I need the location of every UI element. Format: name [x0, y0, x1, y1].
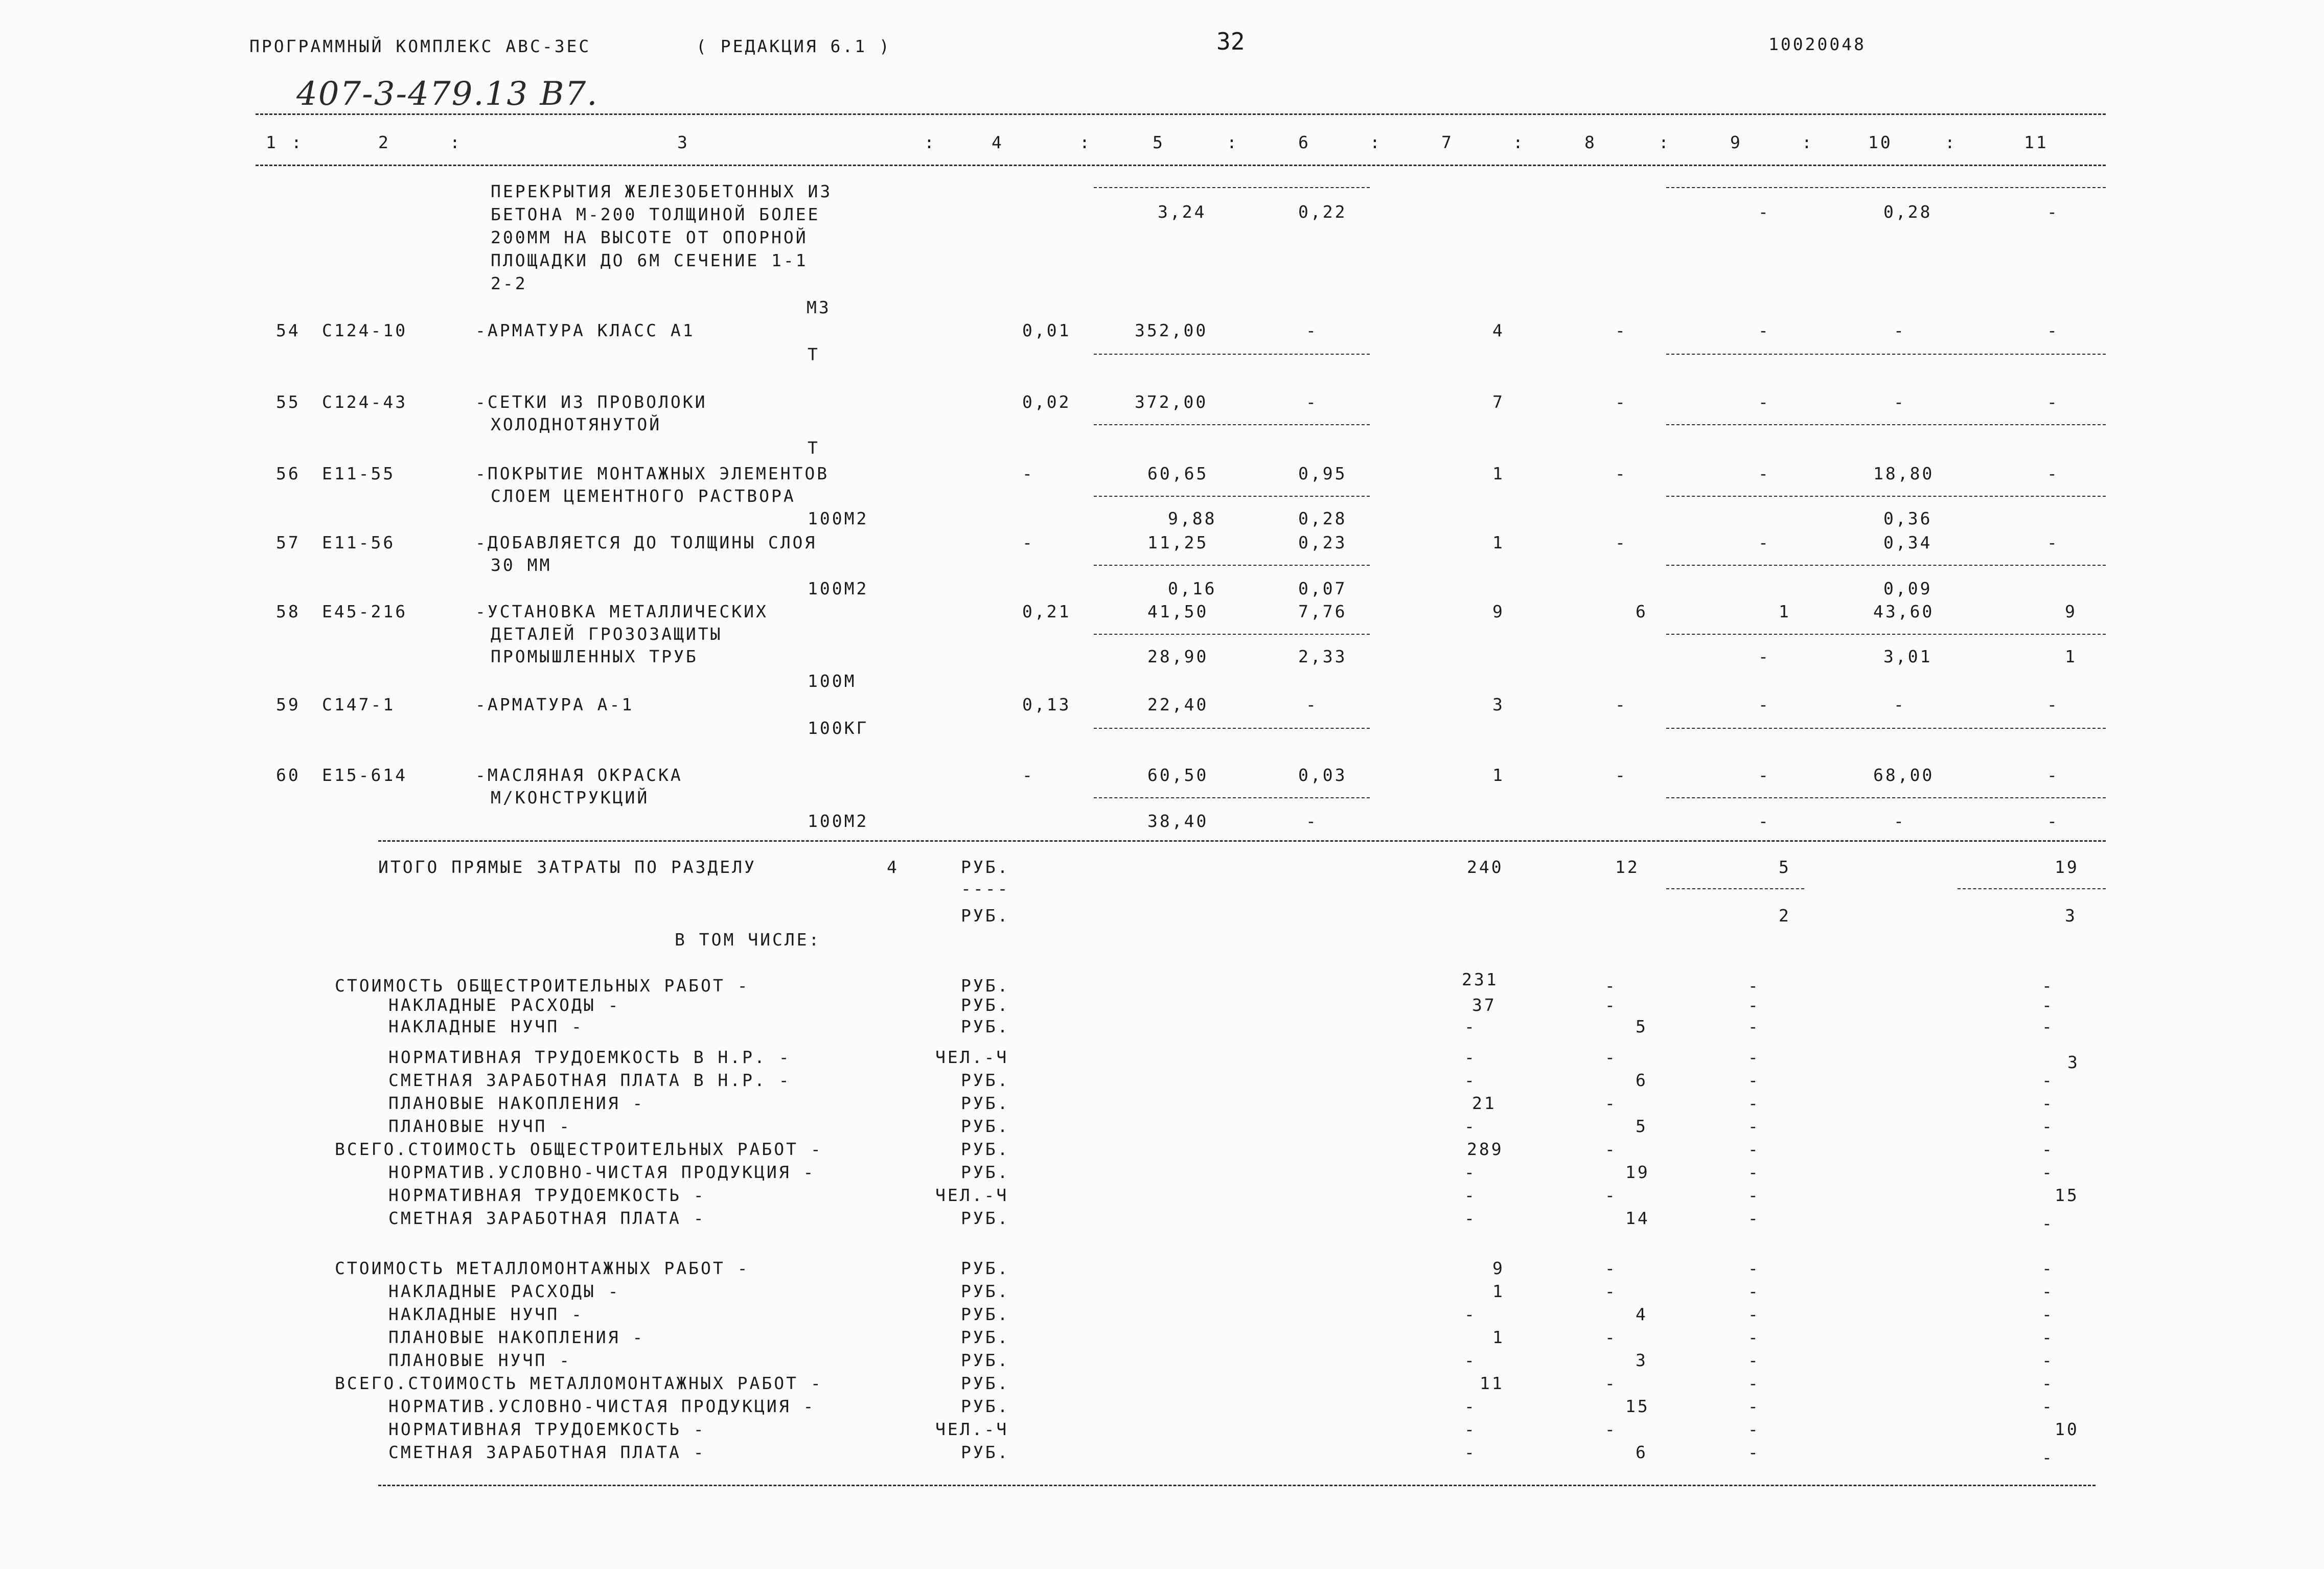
gen-label: СТОИМОСТЬ ОБЩЕСТРОИТЕЛЬНЫХ РАБОТ -	[335, 976, 750, 996]
metal-c7: -	[1464, 1304, 1477, 1324]
item-s10: 0,36	[1883, 509, 1932, 528]
metal-c8: -	[1605, 1258, 1617, 1278]
item-desc: -ДОБАВЛЯЕТСЯ ДО ТОЛЩИНЫ СЛОЯ	[475, 533, 817, 552]
sub-rule	[1666, 565, 2106, 566]
gen-c11: -	[2042, 1017, 2054, 1036]
item-c8: 6	[1636, 602, 1648, 621]
item-code: Е11-56	[322, 533, 396, 552]
item-s5: 0,16	[1168, 579, 1217, 598]
gen-label: СМЕТНАЯ ЗАРАБОТНАЯ ПЛАТА -	[388, 1208, 706, 1228]
item-c8: -	[1615, 392, 1627, 412]
item-c11: -	[2047, 464, 2059, 483]
metal-c9: -	[1748, 1350, 1760, 1370]
gen-label: НАКЛАДНЫЕ НУЧП -	[388, 1017, 584, 1036]
gen-c11: -	[2042, 1139, 2054, 1159]
gen-c9: -	[1748, 995, 1760, 1015]
metal-unit: РУБ.	[961, 1281, 1010, 1301]
item-c8: -	[1615, 320, 1627, 340]
rule-bottom	[378, 1485, 2096, 1486]
total-unit: РУБ.	[961, 857, 1010, 877]
gen-unit: РУБ.	[961, 1093, 1010, 1113]
item-desc: 30 ММ	[491, 555, 552, 575]
sub-rule	[1094, 354, 1370, 355]
gen-unit: РУБ.	[961, 976, 1010, 996]
item-s6: 0,28	[1298, 509, 1347, 528]
gen-c9: -	[1748, 1017, 1760, 1036]
intro-c9: -	[1758, 202, 1770, 222]
gen-c11: -	[2042, 1116, 2054, 1136]
item-c11: -	[2047, 533, 2059, 552]
gen-unit: РУБ.	[961, 1162, 1010, 1182]
item-c6: 0,95	[1298, 464, 1347, 483]
gen-c8: -	[1605, 1185, 1617, 1205]
gen-label: ВСЕГО.СТОИМОСТЬ ОБЩЕСТРОИТЕЛЬНЫХ РАБОТ -	[335, 1139, 823, 1159]
item-unit: Т	[808, 438, 820, 458]
gen-unit: РУБ.	[961, 995, 1010, 1015]
gen-unit: РУБ.	[961, 1017, 1010, 1036]
item-c5: 60,50	[1147, 765, 1209, 785]
intro-desc: ПЛОЩАДКИ ДО 6М СЕЧЕНИЕ 1-1	[491, 250, 808, 270]
metal-c7: -	[1464, 1396, 1477, 1416]
metal-c11: -	[2042, 1258, 2054, 1278]
gen-c7: -	[1464, 1070, 1477, 1090]
gen-c11: -	[2042, 1162, 2054, 1182]
gen-c7: -	[1464, 1162, 1477, 1182]
item-c7: 9	[1492, 602, 1505, 621]
item-c7: 1	[1492, 533, 1505, 552]
col-header-3: 3	[677, 132, 689, 152]
item-c6: 7,76	[1298, 602, 1347, 621]
metal-unit: РУБ.	[961, 1442, 1010, 1462]
gen-unit: ЧЕЛ.-Ч	[935, 1185, 1009, 1205]
gen-c7: -	[1464, 1017, 1477, 1036]
item-c5: 372,00	[1135, 392, 1208, 412]
gen-c7: -	[1464, 1116, 1477, 1136]
metal-c7: 1	[1492, 1281, 1505, 1301]
gen-unit: РУБ.	[961, 1208, 1010, 1228]
item-c9: -	[1758, 533, 1770, 552]
item-c7: 3	[1492, 695, 1505, 714]
item-c5: 352,00	[1135, 320, 1208, 340]
col-separators: :	[1945, 132, 1957, 152]
metal-label: НОРМАТИВНАЯ ТРУДОЕМКОСТЬ -	[388, 1419, 706, 1439]
gen-label: ПЛАНОВЫЕ НАКОПЛЕНИЯ -	[388, 1093, 645, 1113]
gen-unit: РУБ.	[961, 1070, 1010, 1090]
metal-unit: РУБ.	[961, 1327, 1010, 1347]
metal-c8: -	[1605, 1327, 1617, 1347]
page-number: 32	[1216, 28, 1245, 55]
metal-c8: -	[1605, 1281, 1617, 1301]
col-separators: :	[291, 132, 302, 152]
metal-c11: -	[2042, 1350, 2054, 1370]
metal-unit: РУБ.	[961, 1396, 1010, 1416]
sub-rule	[1666, 634, 2106, 635]
rule-top	[256, 113, 2106, 115]
item-c10: 68,00	[1873, 765, 1935, 785]
intro-c6: 0,22	[1298, 202, 1347, 222]
item-c10: 18,80	[1873, 464, 1935, 483]
item-code: Е11-55	[322, 464, 396, 483]
metal-c7: -	[1464, 1419, 1477, 1439]
item-c8: -	[1615, 464, 1627, 483]
item-unit: 100М	[808, 671, 857, 691]
item-c9: -	[1758, 320, 1770, 340]
metal-label: ПЛАНОВЫЕ НУЧП -	[388, 1350, 572, 1370]
sub-rule	[1666, 797, 2106, 798]
rule-section-end	[378, 840, 2106, 842]
metal-label: СМЕТНАЯ ЗАРАБОТНАЯ ПЛАТА -	[388, 1442, 706, 1462]
metal-c9: -	[1748, 1419, 1760, 1439]
item-c8: -	[1615, 695, 1627, 714]
item-c9: -	[1758, 765, 1770, 785]
item-c6: -	[1306, 320, 1318, 340]
item-number: 56	[276, 464, 301, 483]
gen-c8: 5	[1636, 1017, 1648, 1036]
item-c8: -	[1615, 533, 1627, 552]
gen-c11: 15	[2055, 1185, 2079, 1205]
gen-c11: -	[2042, 976, 2054, 996]
gen-c8: -	[1605, 1093, 1617, 1113]
metal-c8: 4	[1636, 1304, 1648, 1324]
edition: ( РЕДАКЦИЯ 6.1 )	[696, 36, 891, 56]
gen-c7: 21	[1472, 1093, 1497, 1113]
item-code: Е45-216	[322, 602, 408, 621]
item-c6: 0,03	[1298, 765, 1347, 785]
metal-c11: -	[2042, 1373, 2054, 1393]
item-unit: 100М2	[808, 811, 869, 831]
metal-c8: 6	[1636, 1442, 1648, 1462]
col-separators: :	[1227, 132, 1239, 152]
col-header-1: 1	[266, 132, 278, 152]
total-c11: 19	[2055, 857, 2079, 877]
item-c11: 9	[2065, 602, 2077, 621]
col-separators: :	[450, 132, 462, 152]
item-desc: -АРМАТУРА А-1	[475, 695, 634, 714]
item-c4: 0,01	[1022, 320, 1071, 340]
gen-c11: -	[2042, 1070, 2054, 1090]
sub-rule	[1666, 888, 1804, 889]
program-name: ПРОГРАММНЫЙ КОМПЛЕКС АВС-ЗЕС	[249, 36, 591, 56]
item-c10: 43,60	[1873, 602, 1935, 621]
metal-c7: -	[1464, 1442, 1477, 1462]
metal-label: НАКЛАДНЫЕ НУЧП -	[388, 1304, 584, 1324]
item-desc: ДЕТАЛЕЙ ГРОЗОЗАЩИТЫ	[491, 624, 723, 644]
total-c9: 5	[1779, 857, 1791, 877]
item-c7: 7	[1492, 392, 1505, 412]
item-s5: 28,90	[1147, 647, 1209, 666]
col-header-6: 6	[1298, 132, 1310, 152]
sub-rule	[1094, 565, 1370, 566]
metal-unit: РУБ.	[961, 1304, 1010, 1324]
item-s9: -	[1758, 811, 1770, 831]
col-header-11: 11	[2024, 132, 2049, 152]
item-s9: -	[1758, 647, 1770, 666]
item-s10: 3,01	[1883, 647, 1932, 666]
gen-label: НОРМАТИВНАЯ ТРУДОЕМКОСТЬ В Н.Р. -	[388, 1047, 791, 1067]
col-separators: :	[1079, 132, 1092, 152]
total-c7: 240	[1467, 857, 1504, 877]
item-unit: Т	[808, 344, 820, 364]
item-s5: 38,40	[1147, 811, 1209, 831]
col-separators: :	[1802, 132, 1814, 152]
item-c4: -	[1022, 464, 1034, 483]
sub-rule	[1666, 496, 2106, 497]
metal-c11: 10	[2055, 1419, 2079, 1439]
intro-desc: БЕТОНА М-200 ТОЛЩИНОЙ БОЛЕЕ	[491, 204, 820, 224]
intro-c11: -	[2047, 202, 2059, 222]
gen-label: НАКЛАДНЫЕ РАСХОДЫ -	[388, 995, 620, 1015]
gen-c7: -	[1464, 1208, 1477, 1228]
item-c5: 11,25	[1147, 533, 1209, 552]
gen-c9: -	[1748, 1208, 1760, 1228]
total-c11b: 3	[2065, 906, 2077, 926]
col-header-5: 5	[1153, 132, 1165, 152]
rule-header-bottom	[256, 165, 2106, 166]
gen-label: ПЛАНОВЫЕ НУЧП -	[388, 1116, 572, 1136]
gen-c11: -	[2042, 995, 2054, 1015]
item-desc: М/КОНСТРУКЦИЙ	[491, 788, 650, 807]
sub-rule	[1666, 187, 2106, 188]
sub-rule	[1666, 728, 2106, 729]
item-unit: 100М2	[808, 579, 869, 598]
sub-rule	[1666, 424, 2106, 425]
gen-c7: 37	[1472, 995, 1497, 1015]
metal-label: СТОИМОСТЬ МЕТАЛЛОМОНТАЖНЫХ РАБОТ -	[335, 1258, 750, 1278]
gen-unit: РУБ.	[961, 1116, 1010, 1136]
intro-c5: 3,24	[1158, 202, 1207, 222]
col-separators: :	[1513, 132, 1525, 152]
item-c9: 1	[1779, 602, 1791, 621]
item-desc: -УСТАНОВКА МЕТАЛЛИЧЕСКИХ	[475, 602, 768, 621]
col-header-2: 2	[378, 132, 390, 152]
metal-unit: РУБ.	[961, 1258, 1010, 1278]
item-code: С124-43	[322, 392, 408, 412]
metal-c7: 1	[1492, 1327, 1505, 1347]
metal-c7: -	[1464, 1350, 1477, 1370]
sub-rule	[1094, 187, 1370, 188]
metal-label: ПЛАНОВЫЕ НАКОПЛЕНИЯ -	[388, 1327, 645, 1347]
metal-label: НАКЛАДНЫЕ РАСХОДЫ -	[388, 1281, 620, 1301]
doc-code: 10020048	[1768, 34, 1866, 54]
item-c10: -	[1894, 392, 1906, 412]
gen-c8: -	[1605, 976, 1617, 996]
metal-c11: -	[2042, 1396, 2054, 1416]
total-section: 4	[887, 857, 899, 877]
item-c6: 0,23	[1298, 533, 1347, 552]
item-desc: СЛОЕМ ЦЕМЕНТНОГО РАСТВОРА	[491, 486, 796, 506]
item-s10: 0,09	[1883, 579, 1932, 598]
gen-c8: 5	[1636, 1116, 1648, 1136]
item-s6: -	[1306, 811, 1318, 831]
item-s6: 2,33	[1298, 647, 1347, 666]
metal-c8: -	[1605, 1419, 1617, 1439]
intro-unit: М3	[807, 297, 831, 317]
item-unit: 100КГ	[808, 718, 869, 738]
item-desc: -МАСЛЯНАЯ ОКРАСКА	[475, 765, 683, 785]
gen-c7: 289	[1467, 1139, 1504, 1159]
col-header-9: 9	[1730, 132, 1742, 152]
total-c9b: 2	[1779, 906, 1791, 926]
item-number: 54	[276, 320, 301, 340]
item-c5: 41,50	[1147, 602, 1209, 621]
gen-c9: -	[1748, 1070, 1760, 1090]
item-unit: 100М2	[808, 509, 869, 528]
metal-c11: -	[2042, 1447, 2054, 1467]
item-c7: 4	[1492, 320, 1505, 340]
item-c11: -	[2047, 392, 2059, 412]
item-c11: -	[2047, 695, 2059, 714]
item-code: Е15-614	[322, 765, 408, 785]
sub-rule	[1094, 728, 1370, 729]
intro-desc: 200ММ НА ВЫСОТЕ ОТ ОПОРНОЙ	[491, 227, 808, 247]
item-s5: 9,88	[1168, 509, 1217, 528]
item-code: С124-10	[322, 320, 408, 340]
item-s11: -	[2047, 811, 2059, 831]
item-c6: -	[1306, 695, 1318, 714]
gen-c8: 14	[1625, 1208, 1650, 1228]
col-header-4: 4	[992, 132, 1004, 152]
item-s11: 1	[2065, 647, 2077, 666]
metal-unit: ЧЕЛ.-Ч	[935, 1419, 1009, 1439]
gen-c9: -	[1748, 1093, 1760, 1113]
metal-c11: -	[2042, 1281, 2054, 1301]
gen-c7: 231	[1462, 970, 1499, 989]
item-c10: -	[1894, 320, 1906, 340]
metal-c8: 15	[1625, 1396, 1650, 1416]
item-code: С147-1	[322, 695, 396, 714]
metal-c9: -	[1748, 1373, 1760, 1393]
metal-c7: 11	[1480, 1373, 1504, 1393]
item-s10: -	[1894, 811, 1906, 831]
col-header-10: 10	[1868, 132, 1893, 152]
sub-rule	[1958, 888, 2106, 889]
item-c8: -	[1615, 765, 1627, 785]
item-c6: -	[1306, 392, 1318, 412]
intro-c10: 0,28	[1883, 202, 1932, 222]
gen-c8: 19	[1625, 1162, 1650, 1182]
metal-c8: -	[1605, 1373, 1617, 1393]
gen-c11: -	[2042, 1093, 2054, 1113]
metal-unit: РУБ.	[961, 1350, 1010, 1370]
metal-label: НОРМАТИВ.УСЛОВНО-ЧИСТАЯ ПРОДУКЦИЯ -	[388, 1396, 816, 1416]
metal-c11: -	[2042, 1327, 2054, 1347]
total-label: ИТОГО ПРЯМЫЕ ЗАТРАТЫ ПО РАЗДЕЛУ	[378, 857, 756, 877]
item-number: 59	[276, 695, 301, 714]
item-c4: 0,21	[1022, 602, 1071, 621]
gen-label: СМЕТНАЯ ЗАРАБОТНАЯ ПЛАТА В Н.Р. -	[388, 1070, 791, 1090]
intro-desc: ПЕРЕКРЫТИЯ ЖЕЛЕЗОБЕТОННЫХ ИЗ	[491, 181, 833, 201]
col-header-7: 7	[1441, 132, 1454, 152]
gen-c9: -	[1748, 1185, 1760, 1205]
gen-unit: РУБ.	[961, 1139, 1010, 1159]
item-desc: -АРМАТУРА КЛАСС А1	[475, 320, 695, 340]
col-separators: :	[1659, 132, 1671, 152]
item-number: 60	[276, 765, 301, 785]
item-c10: 0,34	[1883, 533, 1932, 552]
item-c10: -	[1894, 695, 1906, 714]
metal-c8: 3	[1636, 1350, 1648, 1370]
sub-rule	[1094, 634, 1370, 635]
item-number: 57	[276, 533, 301, 552]
item-c11: -	[2047, 765, 2059, 785]
gen-c11: -	[2042, 1213, 2054, 1233]
col-header-8: 8	[1584, 132, 1597, 152]
total-c8: 12	[1615, 857, 1640, 877]
gen-c8: -	[1605, 1139, 1617, 1159]
gen-c7: -	[1464, 1185, 1477, 1205]
sub-rule	[1094, 424, 1370, 425]
gen-c9: -	[1748, 1162, 1760, 1182]
item-c11: -	[2047, 320, 2059, 340]
metal-c9: -	[1748, 1258, 1760, 1278]
gen-c8: 6	[1636, 1070, 1648, 1090]
metal-c7: 9	[1492, 1258, 1505, 1278]
total-unit-2: РУБ.	[961, 906, 1010, 926]
item-c4: -	[1022, 765, 1034, 785]
intro-desc: 2-2	[491, 273, 527, 293]
gen-c8: -	[1605, 1047, 1617, 1067]
gen-label: НОРМАТИВ.УСЛОВНО-ЧИСТАЯ ПРОДУКЦИЯ -	[388, 1162, 816, 1182]
metal-c9: -	[1748, 1442, 1760, 1462]
item-c9: -	[1758, 392, 1770, 412]
item-c9: -	[1758, 695, 1770, 714]
col-separators: :	[924, 132, 936, 152]
item-number: 55	[276, 392, 301, 412]
item-s6: 0,07	[1298, 579, 1347, 598]
gen-c9: -	[1748, 976, 1760, 996]
metal-c9: -	[1748, 1281, 1760, 1301]
metal-label: ВСЕГО.СТОИМОСТЬ МЕТАЛЛОМОНТАЖНЫХ РАБОТ -	[335, 1373, 823, 1393]
metal-unit: РУБ.	[961, 1373, 1010, 1393]
including-label: В ТОМ ЧИСЛЕ:	[675, 930, 821, 950]
item-c7: 1	[1492, 464, 1505, 483]
metal-c9: -	[1748, 1304, 1760, 1324]
item-c5: 22,40	[1147, 695, 1209, 714]
metal-c9: -	[1748, 1396, 1760, 1416]
gen-c9: -	[1748, 1047, 1760, 1067]
item-c4: -	[1022, 533, 1034, 552]
item-desc: -ПОКРЫТИЕ МОНТАЖНЫХ ЭЛЕМЕНТОВ	[475, 464, 830, 483]
sub-rule	[1094, 797, 1370, 798]
item-c7: 1	[1492, 765, 1505, 785]
gen-c9: -	[1748, 1139, 1760, 1159]
metal-c11: -	[2042, 1304, 2054, 1324]
item-desc: ХОЛОДНОТЯНУТОЙ	[491, 414, 662, 434]
handwritten-designation: 407-3-479.13 В7.	[296, 75, 599, 113]
item-number: 58	[276, 602, 301, 621]
item-c9: -	[1758, 464, 1770, 483]
sub-rule	[1094, 496, 1370, 497]
gen-c7: -	[1464, 1047, 1477, 1067]
gen-label: НОРМАТИВНАЯ ТРУДОЕМКОСТЬ -	[388, 1185, 706, 1205]
item-c5: 60,65	[1147, 464, 1209, 483]
item-c4: 0,02	[1022, 392, 1071, 412]
sub-rule	[1666, 354, 2106, 355]
item-desc: ПРОМЫШЛЕННЫХ ТРУБ	[491, 647, 698, 666]
total-dash: ----	[961, 879, 1010, 898]
gen-c8: -	[1605, 995, 1617, 1015]
metal-c9: -	[1748, 1327, 1760, 1347]
col-separators: :	[1370, 132, 1382, 152]
item-c4: 0,13	[1022, 695, 1071, 714]
gen-c9: -	[1748, 1116, 1760, 1136]
item-desc: -СЕТКИ ИЗ ПРОВОЛОКИ	[475, 392, 707, 412]
gen-unit: ЧЕЛ.-Ч	[935, 1047, 1009, 1067]
gen-c11: 3	[2067, 1052, 2080, 1072]
